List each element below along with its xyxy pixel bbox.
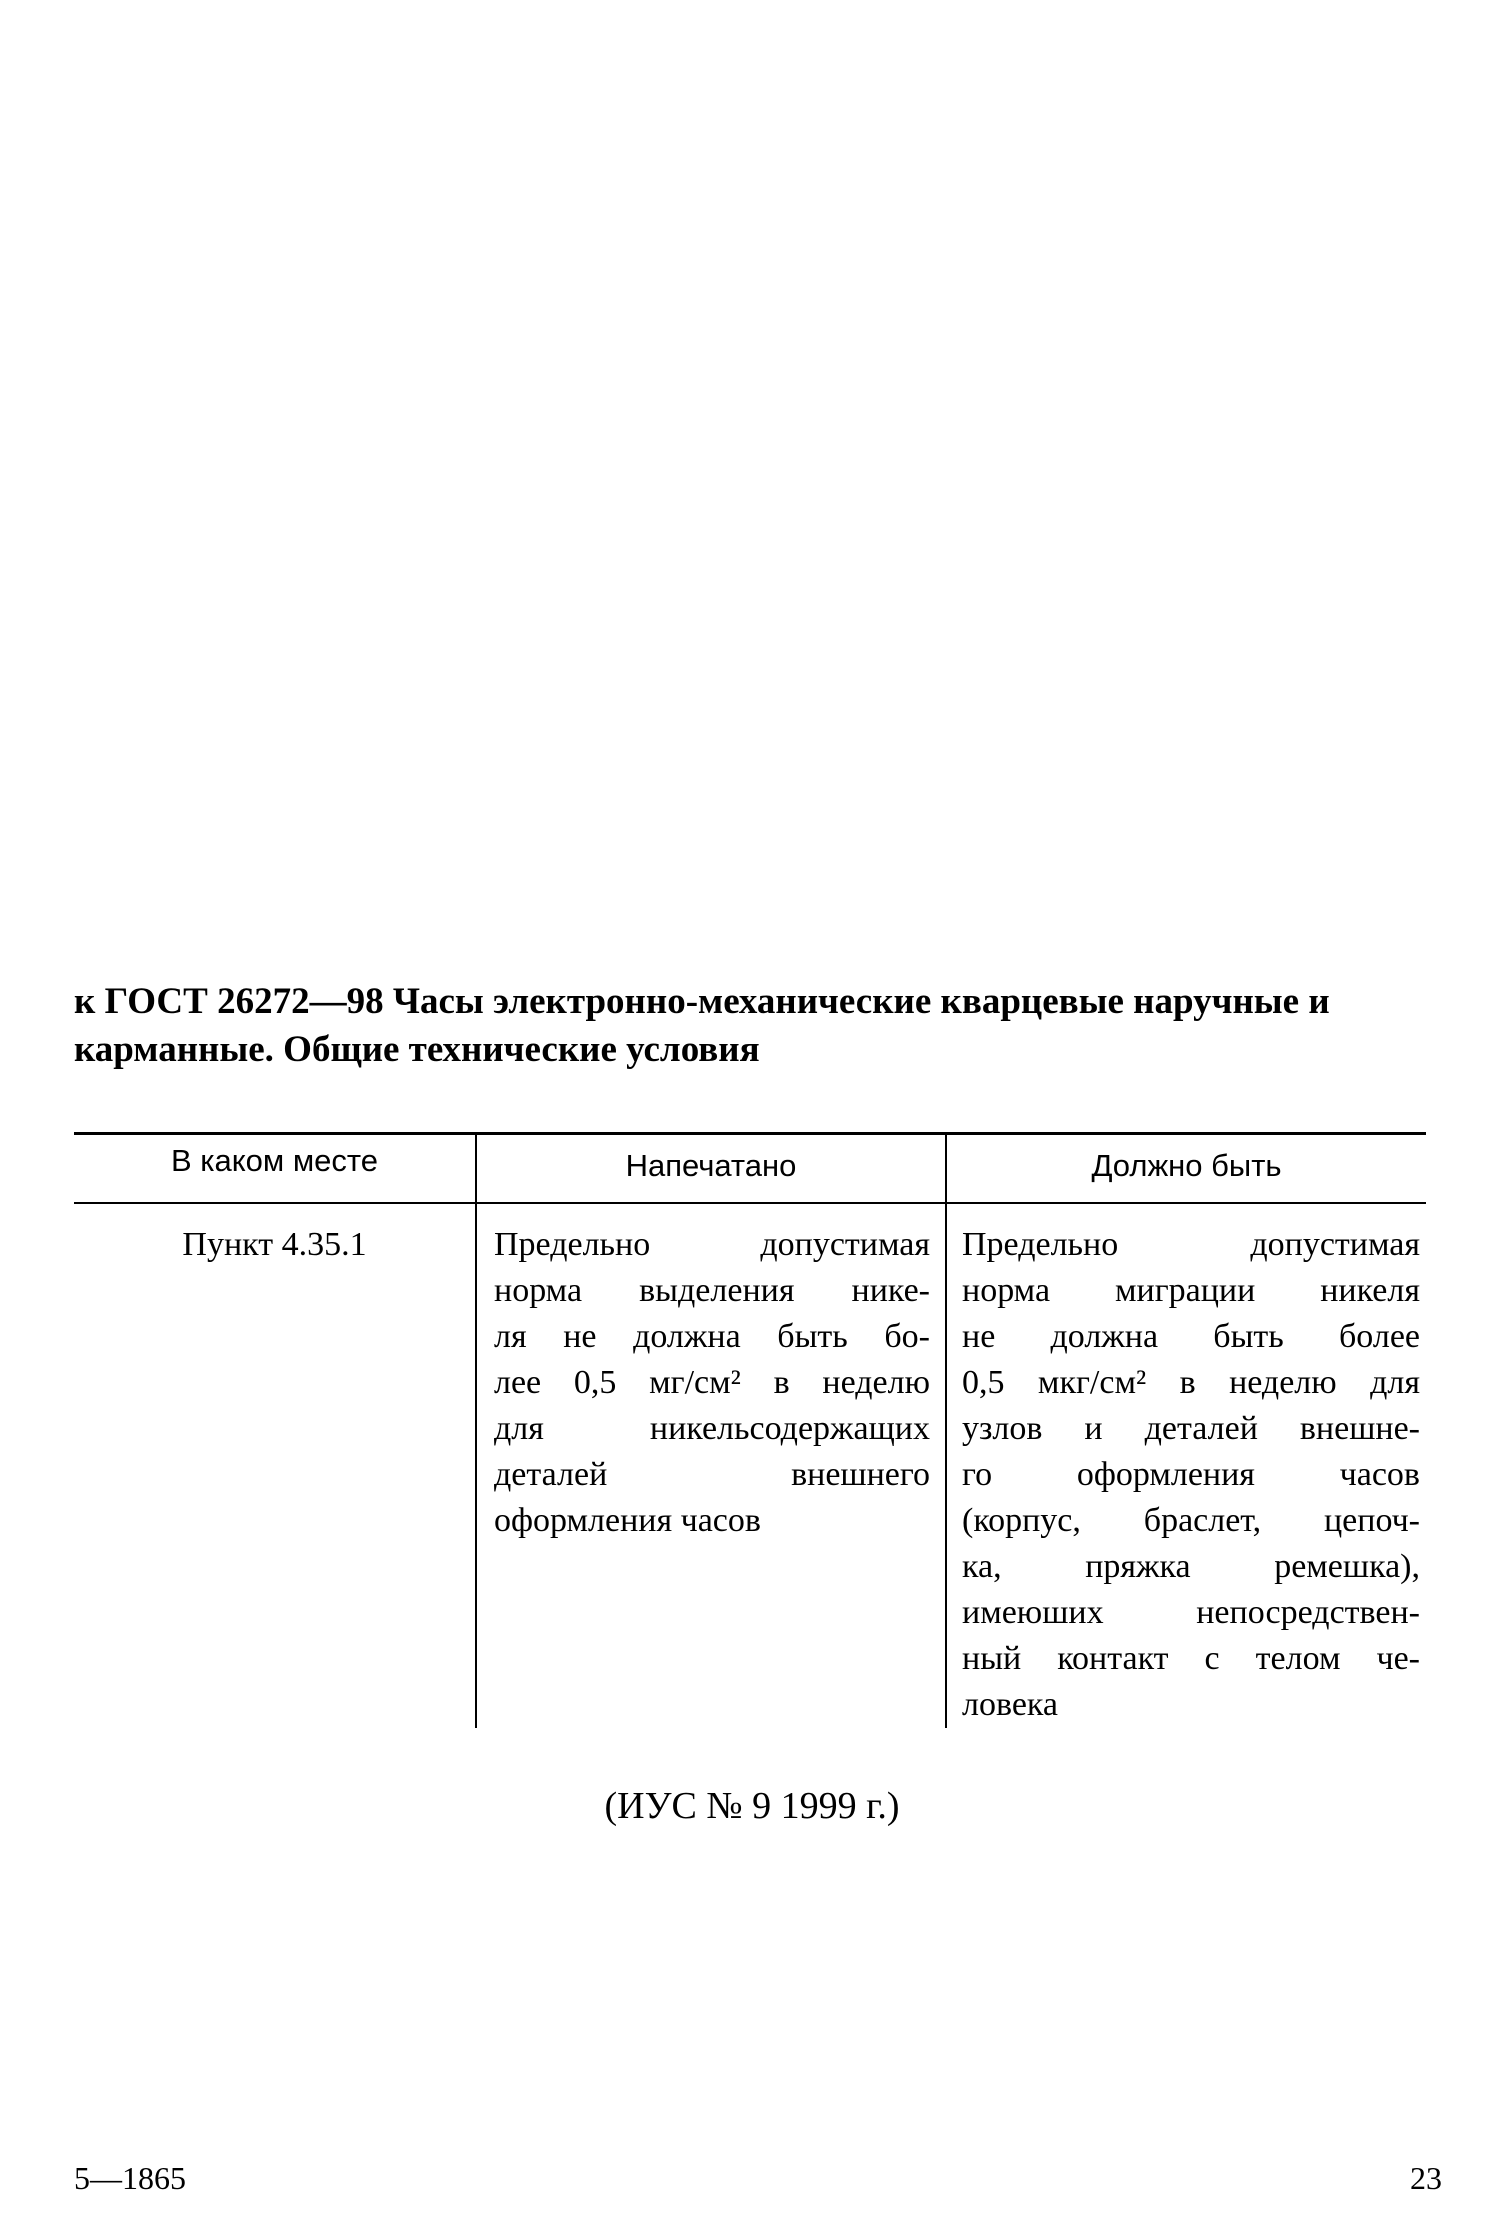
text-line: лее 0,5 мг/см² в неделю bbox=[494, 1364, 930, 1401]
text-line: норма выделения нике- bbox=[494, 1272, 930, 1309]
text-line: для никельсодержащих bbox=[494, 1410, 930, 1447]
text-line: Предельно допустимая bbox=[962, 1226, 1420, 1263]
table-header-rule bbox=[74, 1202, 1426, 1204]
footer-code: 5—1865 bbox=[74, 2160, 186, 2196]
text-line: 0,5 мкг/см² в неделю для bbox=[962, 1364, 1420, 1401]
text-line: Предельно допустимая bbox=[494, 1226, 930, 1263]
text-line: оформления часов bbox=[494, 1502, 761, 1539]
text-line: ловека bbox=[962, 1686, 1059, 1723]
text-line: ля не должна быть бо- bbox=[494, 1318, 930, 1355]
cell-printed bbox=[494, 1222, 930, 1544]
cell-correct bbox=[962, 1222, 1420, 1728]
column-divider bbox=[945, 1132, 947, 1728]
table-top-rule bbox=[74, 1132, 1426, 1135]
header-place: В каком месте bbox=[171, 1143, 378, 1178]
page-number: 23 bbox=[1410, 2160, 1442, 2196]
document-title bbox=[74, 978, 1444, 1074]
title-line: карманные. Общие технические условия bbox=[74, 1029, 760, 1070]
header-correct: Должно быть bbox=[1091, 1148, 1282, 1183]
text-line: не должна быть более bbox=[962, 1318, 1420, 1355]
text-line: имеюших непосредствен- bbox=[962, 1594, 1420, 1631]
text-line: го оформления часов bbox=[962, 1456, 1420, 1493]
title-line: к ГОСТ 26272—98 Часы электронно-механические кварцевые наручные и bbox=[74, 981, 1330, 1022]
text-line: (корпус, браслет, цепоч- bbox=[962, 1502, 1420, 1539]
header-printed: Напечатано bbox=[625, 1148, 797, 1183]
text-line: ка, пряжка ремешка), bbox=[962, 1548, 1420, 1585]
text-line: узлов и деталей внешне- bbox=[962, 1410, 1420, 1447]
text-line: ный контакт с телом че- bbox=[962, 1640, 1420, 1677]
cell-place: Пункт 4.35.1 bbox=[182, 1226, 367, 1263]
text-line: деталей внешнего bbox=[494, 1456, 930, 1493]
column-divider bbox=[475, 1132, 477, 1728]
source-note: (ИУС № 9 1999 г.) bbox=[604, 1785, 900, 1827]
text-line: норма миграции никеля bbox=[962, 1272, 1420, 1309]
